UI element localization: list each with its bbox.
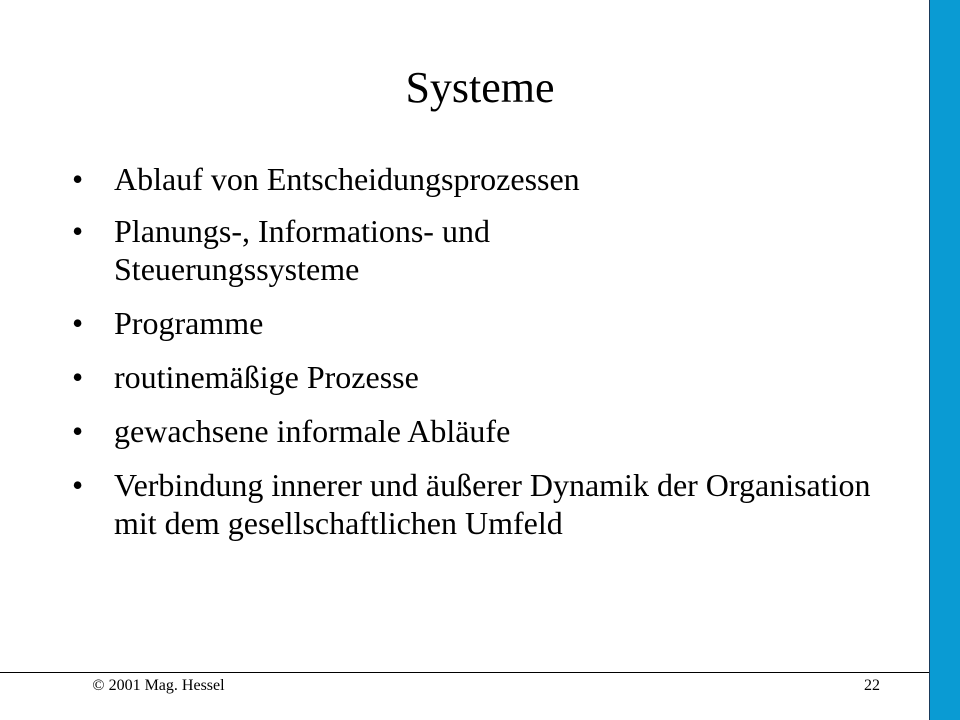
bullet-icon: • — [72, 305, 84, 341]
bullet-item — [72, 160, 912, 198]
bullet-text: routinemäßige Prozesse — [114, 359, 419, 395]
slide-title: Systeme — [405, 63, 555, 112]
bullet-item — [72, 466, 874, 542]
bullet-icon: • — [72, 359, 84, 395]
accent-bar — [929, 0, 960, 720]
bullet-icon: • — [72, 161, 84, 197]
bullet-icon: • — [72, 467, 84, 503]
bullet-text: gewachsene informale Abläufe — [114, 413, 511, 449]
bullet-text: Planungs-, Informations- und Steuerungssysteme — [114, 213, 490, 287]
bullet-item — [72, 412, 912, 450]
bullet-item — [72, 212, 674, 288]
bullet-text: Ablauf von Entscheidungsprozessen — [114, 161, 580, 197]
bullet-text: Programme — [114, 305, 264, 341]
bullet-item — [72, 358, 912, 396]
bullet-item — [72, 304, 912, 342]
bullet-icon: • — [72, 213, 84, 249]
bullet-list — [72, 160, 912, 558]
bullet-text: Verbindung innerer und äußerer Dynamik der Organisation mit dem gesellschaftlichen Umfeld — [114, 467, 871, 541]
bullet-icon: • — [72, 413, 84, 449]
page-number: 22 — [864, 677, 880, 694]
footer-divider — [0, 672, 929, 673]
footer-copyright: © 2001 Mag. Hessel — [92, 677, 225, 694]
